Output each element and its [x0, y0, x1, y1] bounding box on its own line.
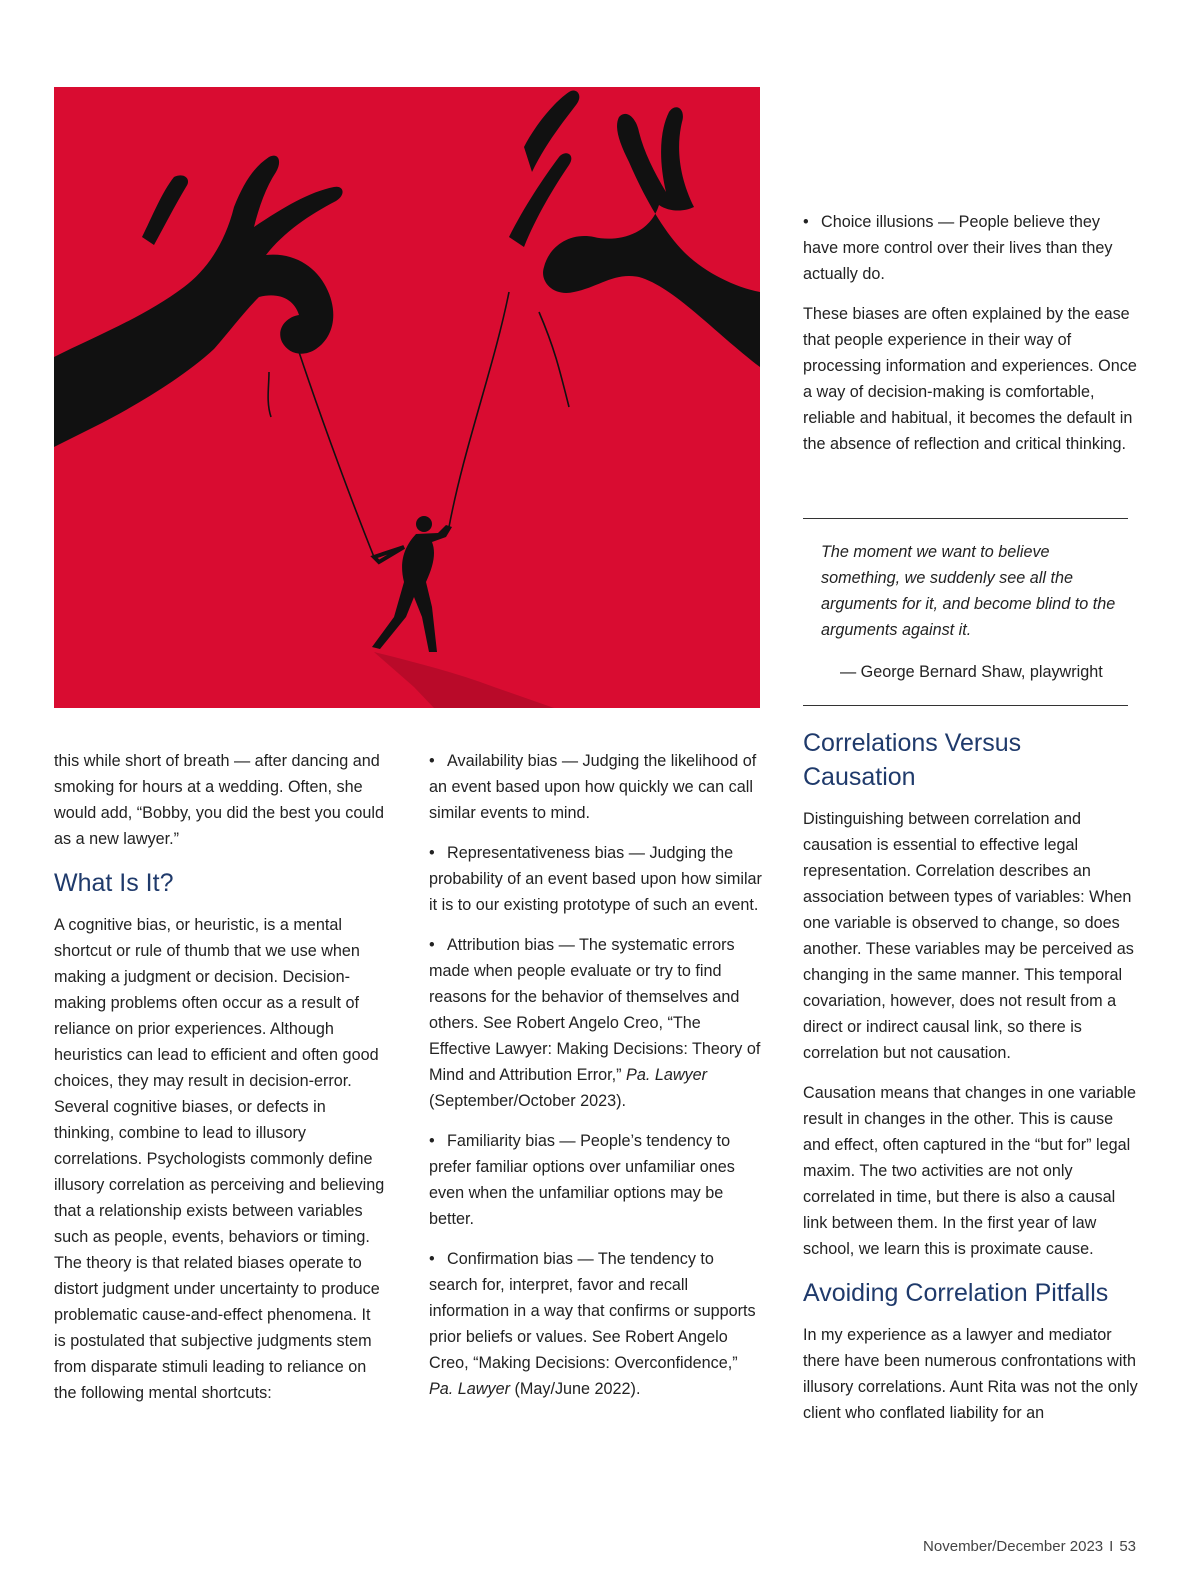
bullet-marker: • [429, 752, 435, 770]
cognitive-bias-paragraph: A cognitive bias, or heuristic, is a mental shortcut or rule of thumb that we use when making a judgment or decision. Decision-making problems often occur as a result of reliance on prior experiences. Although heuristics can lead to efficient and often good choices, they may result in decision-error. Several cognitive biases, or defects in thinking, combine to lead to illusory correlations. Psychologists commonly define illusory correlation as perceiving and believing that a relationship exists between variables such as people, events, behaviors or timing. The theory is that related biases operate to distort judgment under uncertainty to produce problematic cause-and-effect phenomena. It is postulated that subjective judgments stem from disparate stimuli leading to reliance on the following mental shortcuts: [54, 916, 385, 1402]
bullet-marker: • [429, 1132, 435, 1150]
confirmation-text: Confirmation bias — The tendency to search for, interpret, favor and recall information in a way that confirms or supports prior beliefs or values. See Robert Angelo Creo, “Making Decisions: Overconfidence,” [429, 1250, 756, 1372]
attribution-date: (September/October 2023). [429, 1092, 627, 1110]
quote-attribution: — George Bernard Shaw, playwright [840, 663, 1103, 681]
availability-text: Availability bias — Judging the likelihood of an event based upon how quickly we can call similar events to mind. [429, 752, 757, 822]
confirmation-publication: Pa. Lawyer [429, 1380, 510, 1398]
bullet-marker: • [803, 213, 809, 231]
bullet-availability [429, 748, 763, 826]
page-footer [923, 1538, 1136, 1555]
intro-paragraph: this while short of breath — after dancing and smoking for hours at a wedding. Often, she would add, “Bobby, you did the best you could as a new lawyer.” [54, 752, 384, 848]
causation-paragraph: Causation means that changes in one variable result in changes in the other. This is cause and effect, often captured in the “but for” legal maxim. The two activities are not only correlated in time, but there is also a causal link between them. In the first year of law school, we learn this is proximate cause. [803, 1084, 1136, 1258]
biases-explained-paragraph: These biases are often explained by the ease that people experience in their way of processing information and experiences. Once a way of decision-making is comfortable, reliable and habitual, it becomes the default in the absence of reflection and critical thinking. [803, 305, 1137, 453]
attribution-text: Attribution bias — The systematic errors made when people evaluate or try to find reasons for the behavior of themselves and others. See Robert Angelo Creo, “The Effective Lawyer: Making Decisions: Theory of Mind and Attribution Error,” [429, 936, 761, 1084]
quote-text: The moment we want to believe something, we suddenly see all the arguments for it, and become blind to the arguments against it. [821, 543, 1116, 639]
column-right-top [803, 209, 1137, 471]
bullet-marker: • [429, 936, 435, 954]
issue-date: November/December 2023 [923, 1538, 1104, 1555]
choice-illusions-text: Choice illusions — People believe they have more control over their lives than they actually do. [803, 213, 1113, 283]
column-right-bottom [803, 726, 1139, 1440]
representativeness-text: Representativeness bias — Judging the probability of an event based upon how similar it is to our existing prototype of such an event. [429, 844, 762, 914]
column-middle [429, 748, 763, 1416]
bullet-marker: • [429, 1250, 435, 1268]
bullet-confirmation [429, 1246, 763, 1402]
column-left [54, 748, 386, 1420]
pull-quote [803, 518, 1128, 706]
bullet-attribution [429, 932, 763, 1114]
footer-separator: I [1109, 1538, 1114, 1555]
correlation-paragraph: Distinguishing between correlation and causation is essential to effective legal representation. Correlation describes an association between types of variables: When one variable is observed to change, so does another. These variables may be perceived as changing in the same manner. This temporal covariation, however, does not result from a direct or indirect causal link, so there is correlation but not causation. [803, 810, 1134, 1062]
attribution-publication: Pa. Lawyer [626, 1066, 708, 1084]
bullet-marker: • [429, 844, 435, 862]
puppeteer-illustration [54, 87, 760, 708]
confirmation-date: (May/June 2022). [509, 1380, 641, 1398]
heading-avoiding-correlation-pitfalls: Avoiding Correlation Pitfalls [803, 1279, 1109, 1307]
puppeteer-hands-icon [54, 87, 760, 708]
bullet-familiarity [429, 1128, 763, 1232]
page-number: 53 [1119, 1538, 1136, 1555]
pitfalls-paragraph: In my experience as a lawyer and mediator there have been numerous confrontations with illusory correlations. Aunt Rita was not the only client who conflated liability for an [803, 1326, 1138, 1422]
familiarity-text: Familiarity bias — People’s tendency to prefer familiar options over unfamiliar ones even when the unfamiliar options may be better. [429, 1132, 735, 1228]
heading-correlations-versus-causation: Correlations Versus Causation [803, 729, 1022, 791]
heading-what-is-it: What Is It? [54, 869, 174, 897]
bullet-representativeness [429, 840, 763, 918]
bullet-choice-illusions [803, 209, 1137, 287]
